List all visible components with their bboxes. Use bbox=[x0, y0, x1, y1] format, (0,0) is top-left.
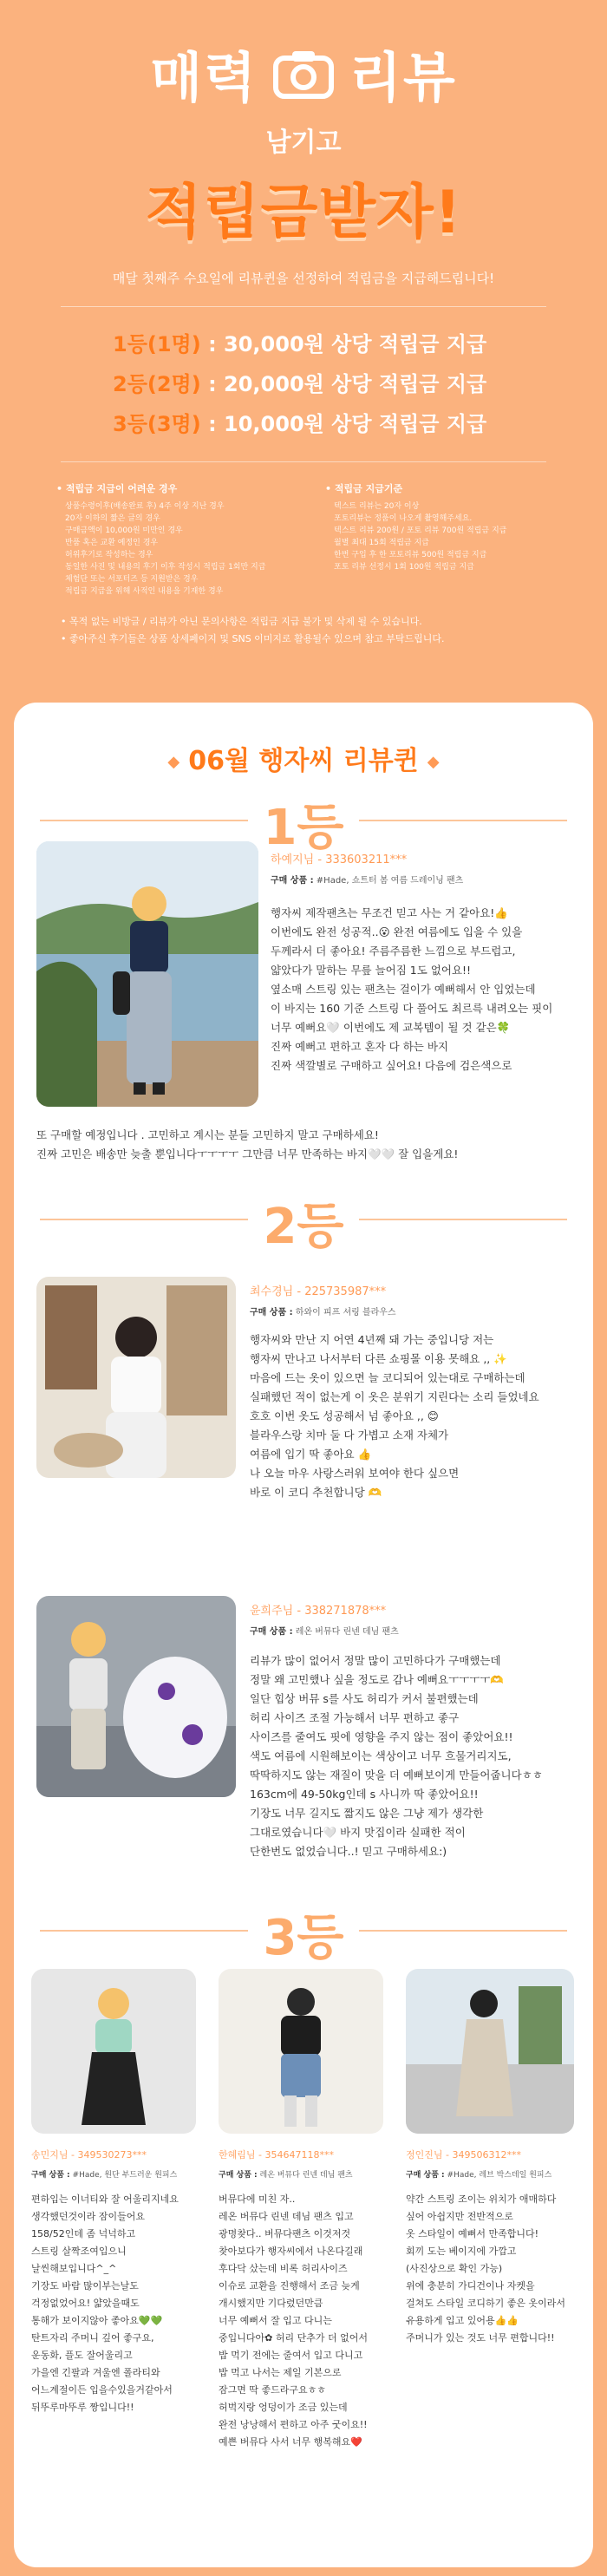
product-name: 하와이 피프 셔링 블라우스 bbox=[295, 1308, 396, 1317]
reviewer-name: 윤희주님 - 338271878*** bbox=[250, 1605, 387, 1618]
camera-icon bbox=[273, 48, 334, 100]
rules-left bbox=[56, 481, 282, 598]
product-info bbox=[250, 1304, 396, 1317]
reviewer-name: 한혜림님 - 354647118*** bbox=[219, 2149, 334, 2161]
review-line: 회끼 도는 베이지에 가깝고 bbox=[406, 2246, 517, 2257]
prize-amount: 30,000원 상당 적립금 지급 bbox=[224, 332, 487, 356]
review-photo bbox=[406, 1969, 574, 2134]
review-line: (사진상으로 확인 가능) bbox=[406, 2263, 503, 2274]
rules-section bbox=[0, 481, 607, 598]
review-photo bbox=[31, 1969, 196, 2134]
review-photo bbox=[36, 1277, 236, 1478]
product-info bbox=[219, 2168, 392, 2180]
reviewer-name: 정인진님 - 349506312*** bbox=[406, 2149, 521, 2161]
hero-description: 매달 첫째주 수요일에 리뷰퀸을 선정하여 적립금을 지급해드립니다! bbox=[112, 271, 495, 286]
rule-item: 구매금액이 10,000원 미만인 경우 bbox=[65, 526, 183, 535]
product-label: 구매 상품 : bbox=[250, 1627, 293, 1637]
diamond-icon: ◆ bbox=[427, 753, 440, 771]
rule-item: 텍스트 리뷰 200원 / 포토 리뷰 700원 적립금 지급 bbox=[334, 526, 507, 535]
divider bbox=[40, 1219, 248, 1220]
rule-item: 한번 구입 후 한 포토리뷰 500원 적립금 지급 bbox=[334, 551, 487, 559]
prize-rank: 1등(1명) bbox=[113, 332, 201, 356]
review-line: 여름에 입기 딱 좋아요 👍 bbox=[250, 1448, 372, 1461]
review-line: 나 오늘 마우 사랑스러워 보여야 한다 싶으면 bbox=[250, 1467, 460, 1480]
review-line: 광명찾다.. 버뮤다팬츠 이것저것 bbox=[219, 2228, 351, 2239]
review-text-wide bbox=[36, 1126, 574, 1164]
review-line: 싶어 아쉽지만 전반적으로 bbox=[406, 2211, 513, 2222]
hero-section bbox=[0, 0, 607, 644]
review-text bbox=[31, 2191, 209, 2416]
review-line: 가을엔 긴팔과 겨울엔 폴라티와 bbox=[31, 2367, 160, 2378]
review-line: 실패했던 적이 없는게 이 옷은 분위기 지린다는 소리 들었네요 bbox=[250, 1390, 539, 1403]
review-line: 또 구매할 예정입니다 . 고민하고 계시는 분들 고민하지 말고 구매하세요! bbox=[36, 1128, 379, 1141]
product-name: #Hade, 레브 박스데일 원피스 bbox=[447, 2171, 552, 2180]
review-line: 두께라서 더 좋아요! 주름주름한 느낌으로 부드럽고, bbox=[271, 945, 516, 958]
review-line: 통해가 보이지않아 좋아요💚💚 bbox=[31, 2315, 163, 2326]
review-line: 기장도 바람 많이부는날도 bbox=[31, 2280, 139, 2292]
review-text bbox=[406, 2191, 584, 2347]
review-line: 블라우스랑 치마 둘 다 가볍고 소재 자체가 bbox=[250, 1429, 449, 1442]
rules-right-title: • 적립금 지급기준 bbox=[325, 483, 403, 494]
review-line: 그대로였습니다🤍 바지 맛집이라 실패한 적이 bbox=[250, 1826, 466, 1839]
product-name: #Hade, 쇼트터 봄 여름 드레이닝 팬츠 bbox=[316, 876, 464, 886]
review-line: 어느계절이든 입을수있을거같아서 bbox=[31, 2384, 173, 2396]
review-line: 걱정없었어요! 얇았을때도 bbox=[31, 2298, 140, 2309]
divider bbox=[359, 1219, 567, 1220]
note-item: • 목적 없는 비방글 / 리뷰가 아닌 문의사항은 적립금 지급 불가 및 삭제 될 수 있습니다. bbox=[61, 616, 422, 627]
review-line: 163cm에 49-50kg인데 s 사니까 딱 좋았어요!! bbox=[250, 1788, 479, 1801]
rule-item: 반품 혹은 교환 예정인 경우 bbox=[65, 539, 159, 547]
review-line: 뒤뚜루마뚜루 짱입니다!! bbox=[31, 2402, 134, 2413]
review-line: 옷 스타일이 예뻐서 만족합니다! bbox=[406, 2228, 539, 2239]
queen-title-text: 06월 행자씨 리뷰퀸 bbox=[188, 746, 419, 776]
review-photo bbox=[219, 1969, 383, 2134]
review-line: 일단 힙상 버뮤 s를 사도 허리가 커서 불편했는데 bbox=[250, 1692, 479, 1705]
review-line: 행자씨 만나고 나서부터 다른 쇼핑몰 이용 못해요 ,, ✨ bbox=[250, 1352, 507, 1365]
rank-label: 3등 bbox=[263, 1910, 344, 1966]
review-line: 편하입는 이너티와 잘 어울리지네요 bbox=[31, 2194, 179, 2205]
review-line: 진짜 예뻐고 편하고 혼자 다 하는 바지 bbox=[271, 1040, 448, 1053]
review-line: 찾아보다가 행자씨에서 나온다길래 bbox=[219, 2246, 363, 2257]
review-line: 버뮤다에 미친 자.. bbox=[219, 2194, 296, 2205]
note-item: • 좋아주신 후기들은 상품 상세페이지 및 SNS 이미지로 활용될수 있으며 참고 부탁드립니다. bbox=[61, 633, 445, 644]
review-line: 진짜 고민은 배송만 늦출 뿐입니다ㅜㅜㅜㅜ 그만큼 너무 만족하는 바지🤍🤍 잘 입을게요! bbox=[36, 1147, 459, 1161]
rule-item: 포토리뷰는 정품이 나오게 촬영해주세요. bbox=[334, 514, 473, 523]
divider bbox=[40, 820, 248, 821]
review-line: 날씬해보입니다^_^ bbox=[31, 2263, 117, 2274]
review-line: 중입니다아✿ 허리 단추가 더 없어서 bbox=[219, 2332, 368, 2344]
product-name: #Hade, 원단 부드러운 원피스 bbox=[72, 2171, 178, 2180]
review-line: 기장도 너무 길지도 짧지도 않은 그냥 제가 생각한 bbox=[250, 1807, 484, 1820]
review-photo bbox=[36, 1596, 236, 1797]
divider bbox=[359, 820, 567, 821]
product-label: 구매 상품 : bbox=[406, 2171, 445, 2180]
hero-title bbox=[0, 35, 607, 112]
review-line: 단한번도 없었습니다..! 믿고 구매하세요:) bbox=[250, 1845, 447, 1858]
review-line: 이슈로 교환을 진행해서 조금 늦게 bbox=[219, 2280, 360, 2292]
queen-title bbox=[14, 703, 593, 777]
review-text bbox=[219, 2191, 396, 2451]
divider bbox=[40, 1930, 248, 1932]
rule-item: 20자 이하의 짧은 글의 경우 bbox=[65, 514, 160, 523]
rank-header-3 bbox=[14, 1899, 593, 1966]
prize-rank: 2등(2명) bbox=[113, 372, 201, 396]
review-text bbox=[250, 1651, 581, 1861]
review-line: 허리 사이즈 조절 가능해서 너무 편하고 좋구 bbox=[250, 1711, 460, 1724]
review-line: 운동화, 플도 잘어울리고 bbox=[31, 2350, 133, 2361]
hero-big-title: 적립금받자! bbox=[145, 179, 462, 247]
review-line: 허벅지랑 엉덩이가 조금 있는데 bbox=[219, 2402, 348, 2413]
review-line: 밥 먹기 전에는 줄여서 입고 다니고 bbox=[219, 2350, 363, 2361]
review-line: 옆소매 스트링 있는 팬츠는 걸이가 예뻐해서 안 입었는데 bbox=[271, 983, 536, 996]
rule-item: 텍스트 리뷰는 20자 이상 bbox=[334, 502, 420, 511]
product-label: 구매 상품 : bbox=[219, 2171, 258, 2180]
review-line: 후다닥 샀는데 비록 허리사이즈 bbox=[219, 2263, 348, 2274]
reviewer-name: 하예지님 - 333603211*** bbox=[271, 853, 408, 866]
rule-item: 동일한 사진 및 내용의 후기 이후 작성시 적립금 1회만 지급 bbox=[65, 563, 266, 572]
review-line: 레온 버뮤다 린넨 데님 팬츠 입고 bbox=[219, 2211, 354, 2222]
rule-item: 허위후기로 작성하는 경우 bbox=[65, 551, 153, 559]
rule-item: 상품수령이후(배송완료 후) 4주 이상 지난 경우 bbox=[65, 502, 225, 511]
diamond-icon: ◆ bbox=[167, 753, 180, 771]
review-line: 행자씨 제작팬츠는 무조건 믿고 사는 거 같아요!👍 bbox=[271, 906, 508, 919]
review-line: 유용하게 입고 있어용👍👍 bbox=[406, 2315, 519, 2326]
review-line: 이번에도 완전 성공적..😮 완전 여름에도 입을 수 있을 bbox=[271, 925, 523, 938]
review-line: 예쁜 버뮤다 사서 너무 행복해요❤️ bbox=[219, 2436, 362, 2448]
rules-right bbox=[325, 481, 551, 598]
rule-item: 포토 리뷰 선정시 1회 100원 적립금 지급 bbox=[334, 563, 474, 572]
review-line: 걸쳐도 스타일 코디하기 좋은 옷이라서 bbox=[406, 2298, 566, 2309]
product-name: 레온 버뮤다 린넨 데님 팬츠 bbox=[259, 2171, 353, 2180]
product-label: 구매 상품 : bbox=[271, 876, 314, 886]
prize-row-3: 3등(3명) : 10,000원 상당 적립금 지급 bbox=[113, 412, 487, 436]
rules-left-title: • 적립금 지급이 어려운 경우 bbox=[56, 483, 178, 494]
product-label: 구매 상품 : bbox=[250, 1308, 293, 1317]
review-line: 생각했던것이라 잠이들어요 bbox=[31, 2211, 146, 2222]
review-line: 바로 이 코디 추천합니당 🫶 bbox=[250, 1486, 382, 1499]
review-line: 주머니가 있는 것도 너무 편합니다!! bbox=[406, 2332, 555, 2344]
review-line: 진짜 색깔별로 구매하고 싶어요! 다음에 검은색으로 bbox=[271, 1059, 512, 1072]
hero-title-left: 매력 bbox=[150, 46, 258, 109]
review-line: 얇았다가 말하는 무릎 늘어짐 1도 없어요!! bbox=[271, 964, 472, 977]
rule-item: 월별 최대 15회 적립금 지급 bbox=[334, 539, 429, 547]
reviewer-name: 송민지님 - 349530273*** bbox=[31, 2149, 147, 2161]
review-text bbox=[271, 904, 583, 1076]
review-line: 행자씨와 만난 지 어연 4년째 돼 가는 중입니당 저는 bbox=[250, 1333, 494, 1346]
review-line: 약간 스트링 조이는 위치가 애매하다 bbox=[406, 2194, 557, 2205]
product-name: 레온 버뮤다 린넨 데님 팬츠 bbox=[295, 1627, 399, 1637]
hero-subtitle: 남기고 bbox=[265, 127, 342, 158]
review-line: 개시했지만 기다렸던만큼 bbox=[219, 2298, 323, 2309]
prize-rank: 3등(3명) bbox=[113, 412, 201, 436]
review-line: 색도 여름에 시원해보이는 색상이고 너무 흐물거리지도, bbox=[250, 1749, 512, 1762]
review-line: 탄트자리 주머니 깊어 좋구요, bbox=[31, 2332, 154, 2344]
review-line: 밥 먹고 나서는 제일 기본으로 bbox=[219, 2367, 342, 2378]
review-line: 너무 예뻐서 잘 입고 다니는 bbox=[219, 2315, 332, 2326]
review-line: 잠그면 딱 좋드라구요ㅎㅎ bbox=[219, 2384, 326, 2396]
divider bbox=[359, 1930, 567, 1932]
product-label: 구매 상품 : bbox=[31, 2171, 70, 2180]
review-line: 스트링 살짝조여입으니 bbox=[31, 2246, 127, 2257]
product-info bbox=[250, 1624, 399, 1637]
rule-item: 적립금 지급을 위해 사적인 내용을 기재한 경우 bbox=[65, 587, 224, 596]
review-line: 정말 왜 고민했나 싶을 정도로 감나 예뻐요ㅜㅜㅜㅜ🫶 bbox=[250, 1673, 504, 1686]
rule-item: 체험단 또는 서포터즈 등 지원받은 경우 bbox=[65, 575, 199, 584]
review-line: 158/52인데 좀 넉넉하고 bbox=[31, 2228, 136, 2239]
product-info bbox=[31, 2168, 205, 2180]
rank-label: 2등 bbox=[263, 1199, 344, 1255]
reviewer-name: 최수경님 - 225735987*** bbox=[250, 1285, 387, 1298]
prize-row-2: 2등(2명) : 20,000원 상당 적립금 지급 bbox=[113, 372, 487, 396]
product-info bbox=[271, 873, 463, 886]
product-info bbox=[406, 2168, 579, 2180]
prize-row-1: 1등(1명) : 30,000원 상당 적립금 지급 bbox=[113, 332, 487, 356]
review-line: 이 바지는 160 기준 스트링 다 풀어도 최르륵 내려오는 핏이 bbox=[271, 1002, 553, 1015]
hero-title-right: 리뷰 bbox=[349, 46, 457, 109]
review-line: 위에 충분히 가디건이나 자켓을 bbox=[406, 2280, 535, 2292]
prize-list bbox=[61, 306, 546, 462]
prize-amount: 10,000원 상당 적립금 지급 bbox=[224, 412, 487, 436]
notes bbox=[61, 613, 546, 648]
review-line: 호호 이번 옷도 성공해서 넘 좋아요 ,, 😊 bbox=[250, 1409, 439, 1422]
review-queen-card bbox=[14, 703, 593, 2567]
review-line: 완전 낭낭해서 편하고 아주 굿이요!! bbox=[219, 2419, 368, 2430]
review-line: 너무 예뻐요🤍 이번에도 제 교복템이 될 것 같은🍀 bbox=[271, 1021, 511, 1034]
review-line: 리뷰가 많이 없어서 정말 많이 고민하다가 구매했는데 bbox=[250, 1654, 501, 1667]
rank-header-2 bbox=[14, 1188, 593, 1255]
review-line: 딱딱하지도 않는 재질이 맞을 더 예뻐보이게 만들어줍니다ㅎㅎ bbox=[250, 1769, 543, 1782]
review-photo bbox=[36, 841, 258, 1107]
rank-label: 1등 bbox=[263, 800, 344, 856]
review-text bbox=[250, 1330, 579, 1502]
prize-amount: 20,000원 상당 적립금 지급 bbox=[224, 372, 487, 396]
review-line: 사이즈를 줄여도 핏에 영향을 주지 않는 점이 좋았어요!! bbox=[250, 1730, 513, 1743]
review-line: 마음에 드는 옷이 있으면 늘 코디되어 있는대로 구매하는데 bbox=[250, 1371, 525, 1384]
